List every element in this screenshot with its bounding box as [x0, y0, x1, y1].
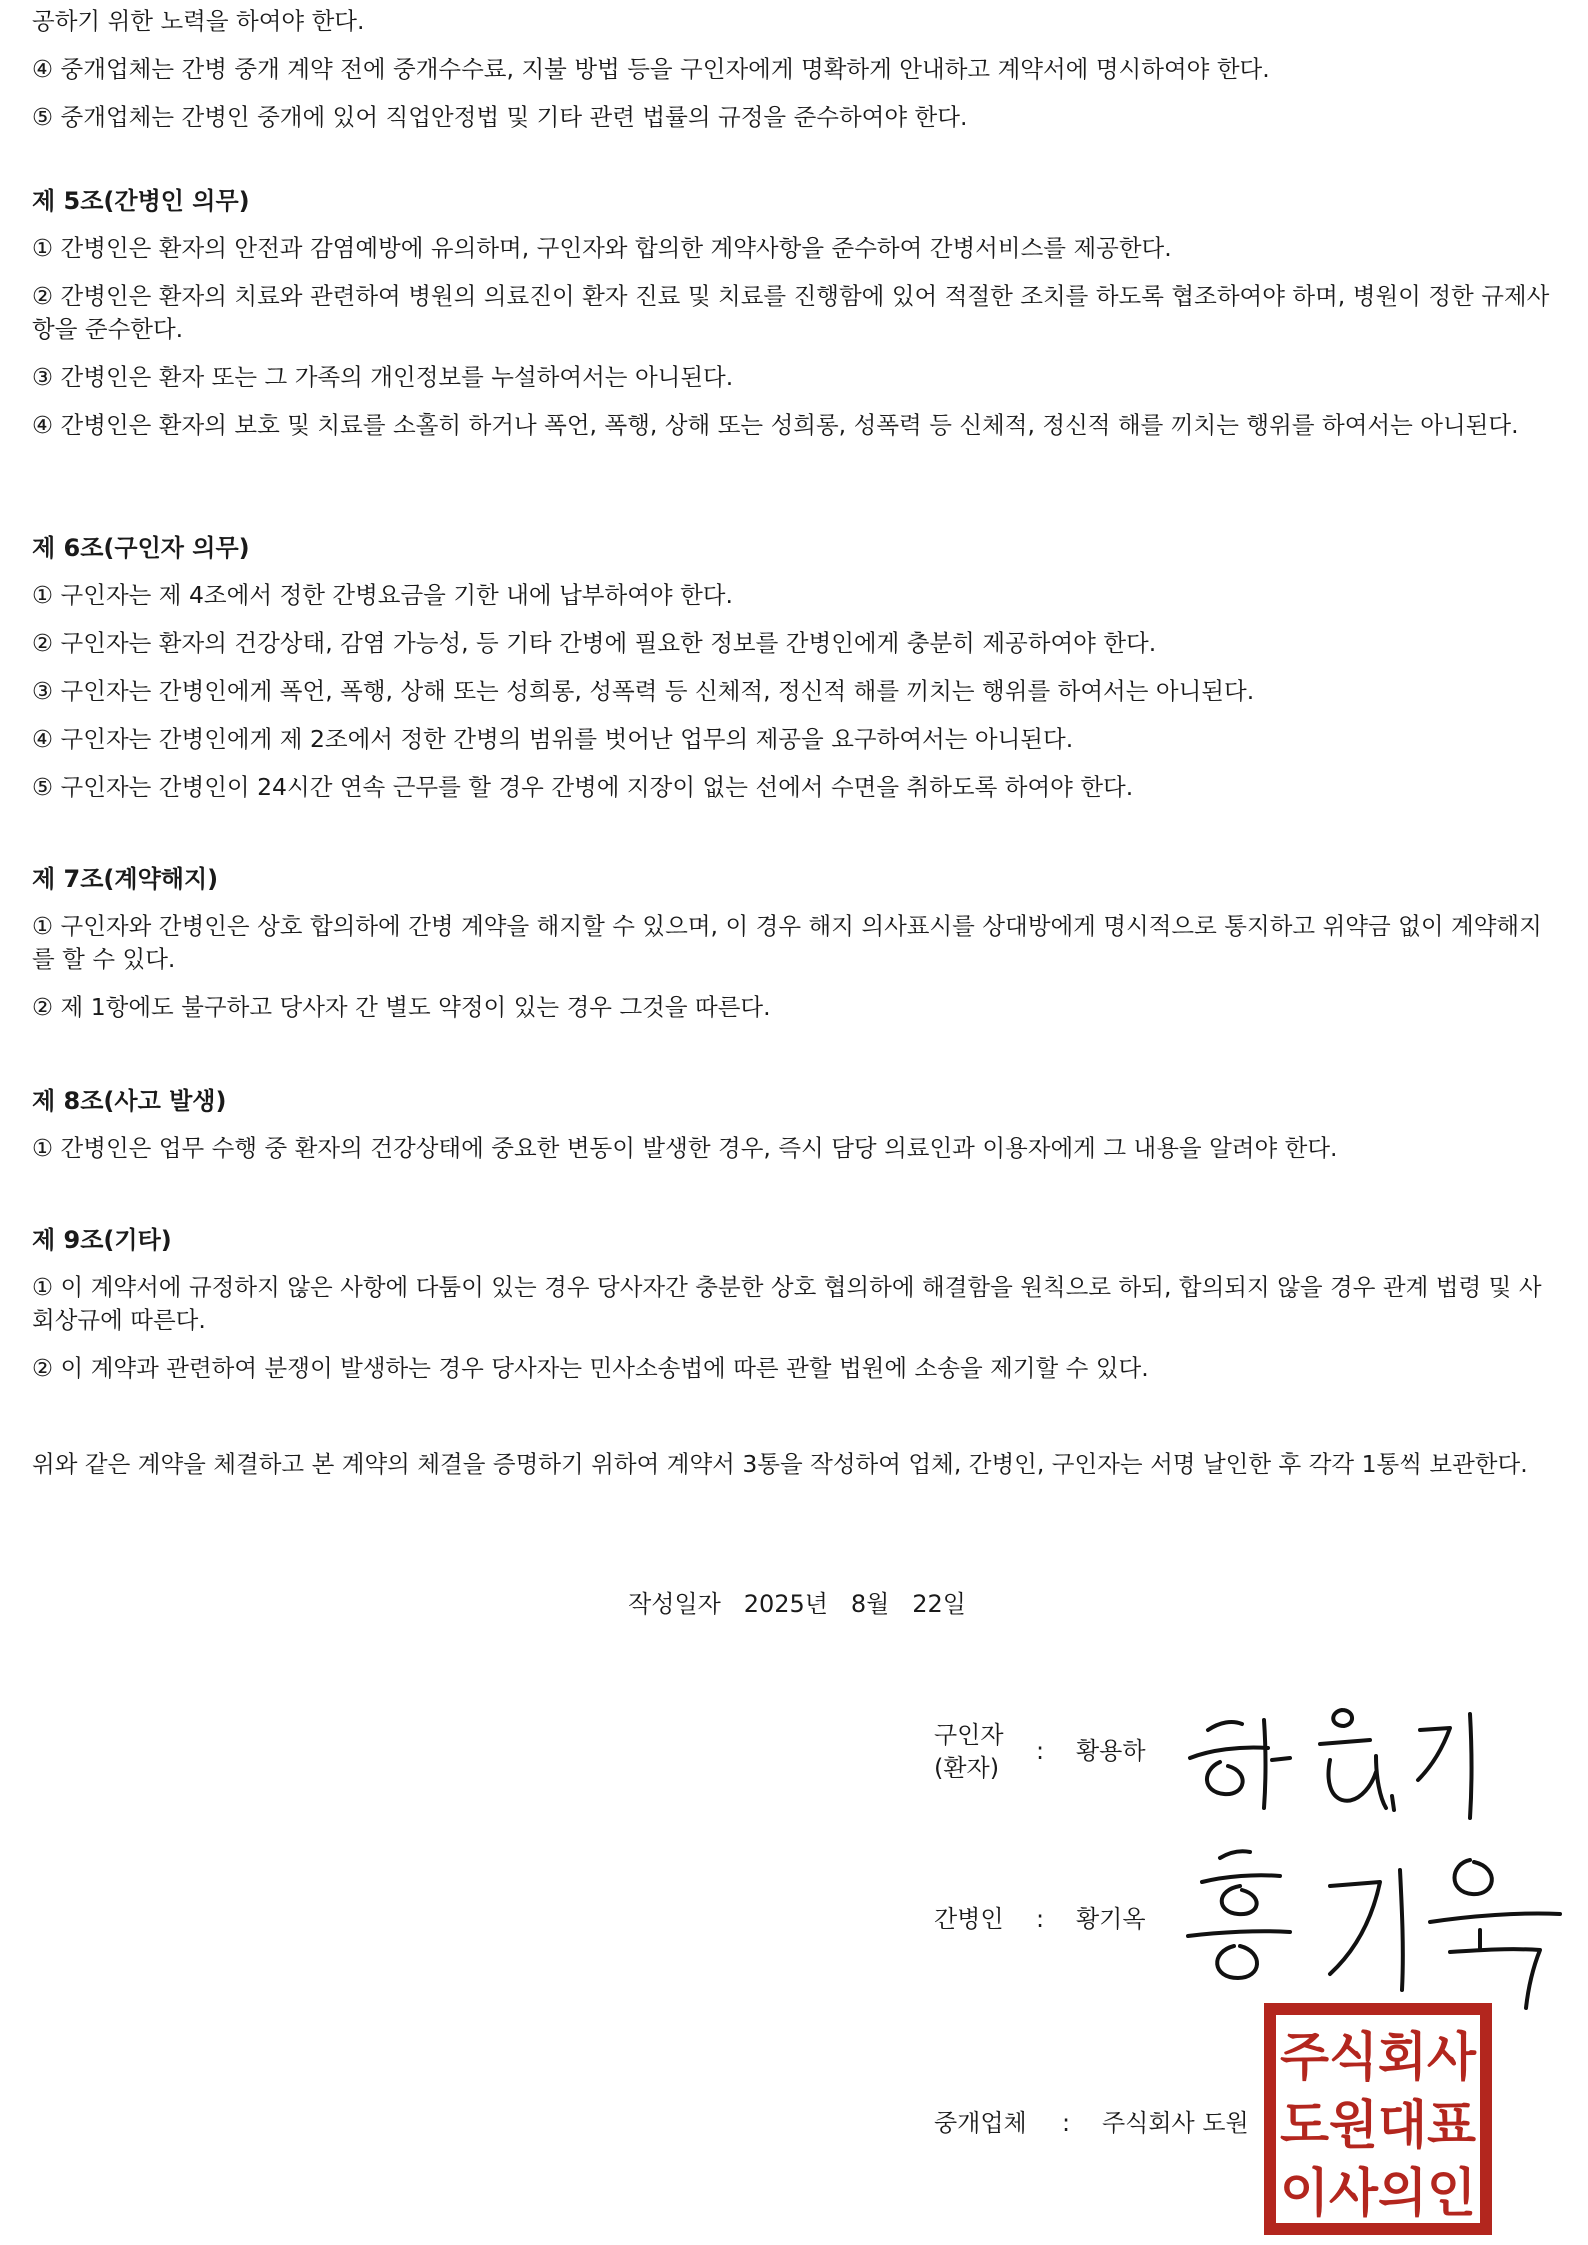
intro-line: ⑤ 중개업체는 간병인 중개에 있어 직업안정법 및 기타 관련 법률의 규정을 준수하여야 한다. [32, 103, 968, 131]
article-clause: ① 간병인은 업무 수행 중 환자의 건강상태에 중요한 변동이 발생한 경우, 즉시 담당 의료인과 이용자에게 그 내용을 알려야 한다. [32, 1134, 1338, 1162]
article-6 [32, 532, 1562, 819]
intro-line: 공하기 위한 노력을 하여야 한다. [32, 7, 365, 35]
article-5 [32, 185, 1562, 457]
separator-colon: : [1062, 2109, 1071, 2137]
article-clause: ① 이 계약서에 규정하지 않은 사항에 다툼이 있는 경우 당사자간 충분한 상호 협의하에 해결함을 원칙으로 하되, 합의되지 않을 경우 관계 법령 및 사회상규에 따른다. [32, 1273, 1542, 1334]
article-9 [32, 1224, 1562, 1400]
stamp-line: 도원대표 [1280, 2096, 1476, 2156]
closing-text: 위와 같은 계약을 체결하고 본 계약의 체결을 증명하기 위하여 계약서 3통을 작성하여 업체, 간병인, 구인자는 서명 날인한 후 각각 1통씩 보관한다. [32, 1450, 1528, 1478]
article-clause: ③ 간병인은 환자 또는 그 가족의 개인정보를 누설하여서는 아니된다. [32, 363, 734, 391]
separator-colon: : [1036, 1737, 1045, 1765]
separator-colon: : [1036, 1905, 1045, 1933]
caregiver-label: 간병인 [934, 1905, 1004, 1933]
client-label-sub: (환자) [934, 1754, 1000, 1782]
company-seal-stamp [1264, 2003, 1492, 2235]
client-label: 구인자 [934, 1721, 1004, 1749]
closing-paragraph [32, 1448, 1562, 1481]
article-clause: ③ 구인자는 간병인에게 폭언, 폭행, 상해 또는 성희롱, 성폭력 등 신체적, 정신적 해를 끼치는 행위를 하여서는 아니된다. [32, 677, 1255, 705]
article-clause: ④ 구인자는 간병인에게 제 2조에서 정한 간병의 범위를 벗어난 업무의 제공을 요구하여서는 아니된다. [32, 725, 1074, 753]
caregiver-signature [1180, 1840, 1580, 2010]
article-7 [32, 863, 1562, 1039]
article-title: 제 5조(간병인 의무) [32, 187, 250, 215]
article-title: 제 9조(기타) [32, 1226, 172, 1254]
agency-name: 주식회사 도원 [1102, 2109, 1249, 2137]
client-name: 황용하 [1076, 1737, 1146, 1765]
article-clause: ④ 간병인은 환자의 보호 및 치료를 소홀히 하거나 폭언, 폭행, 상해 또는 성희롱, 성폭력 등 신체적, 정신적 해를 끼치는 행위를 하여서는 아니된다. [32, 411, 1519, 439]
article-8 [32, 1085, 1562, 1180]
article-title: 제 6조(구인자 의무) [32, 534, 250, 562]
caregiver-name: 황기옥 [1076, 1905, 1146, 1933]
stamp-line: 주식회사 [1280, 2028, 1477, 2088]
intro-line: ④ 중개업체는 간병 중개 계약 전에 중개수수료, 지불 방법 등을 구인자에게 명확하게 안내하고 계약서에 명시하여야 한다. [32, 55, 1270, 83]
stamp-line: 이사의인 [1280, 2164, 1476, 2224]
article-clause: ② 구인자는 환자의 건강상태, 감염 가능성, 등 기타 간병에 필요한 정보를 간병인에게 충분히 제공하여야 한다. [32, 629, 1157, 657]
agency-label: 중개업체 [934, 2109, 1027, 2137]
article-clause: ② 제 1항에도 불구하고 당사자 간 별도 약정이 있는 경우 그것을 따른다. [32, 993, 771, 1021]
intro-section [32, 5, 1562, 149]
article-clause: ② 간병인은 환자의 치료와 관련하여 병원의 의료진이 환자 진료 및 치료를 진행함에 있어 적절한 조치를 하도록 협조하여야 하며, 병원이 정한 규제사항을 준수한다. [32, 282, 1550, 343]
article-title: 제 7조(계약해지) [32, 865, 219, 893]
date-line: 작성일자 2025년 8월 22일 [628, 1590, 966, 1618]
article-clause: ① 구인자는 제 4조에서 정한 간병요금을 기한 내에 납부하여야 한다. [32, 581, 733, 609]
article-clause: ① 간병인은 환자의 안전과 감염예방에 유의하며, 구인자와 합의한 계약사항을 준수하여 간병서비스를 제공한다. [32, 234, 1172, 262]
article-clause: ② 이 계약과 관련하여 분쟁이 발생하는 경우 당사자는 민사소송법에 따른 관할 법원에 소송을 제기할 수 있다. [32, 1354, 1149, 1382]
article-clause: ⑤ 구인자는 간병인이 24시간 연속 근무를 할 경우 간병에 지장이 없는 선에서 수면을 취하도록 하여야 한다. [32, 773, 1134, 801]
article-title: 제 8조(사고 발생) [32, 1087, 227, 1115]
article-clause: ① 구인자와 간병인은 상호 합의하에 간병 계약을 해지할 수 있으며, 이 경우 해지 의사표시를 상대방에게 명시적으로 통지하고 위약금 없이 계약해지를 할 수 있다. [32, 912, 1542, 973]
client-signature [1180, 1700, 1580, 1830]
